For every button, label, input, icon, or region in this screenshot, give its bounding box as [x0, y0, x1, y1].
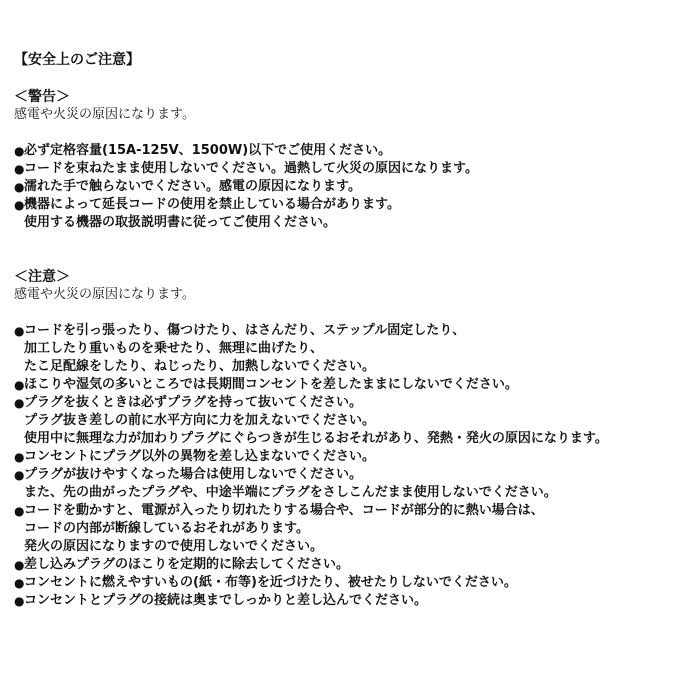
warning-list-item-text: 使用する機器の取扱説明書に従ってご使用ください。: [24, 215, 337, 230]
caution-list-item-text: プラグを抜くときは必ずプラグを持って抜いてください。: [24, 395, 363, 410]
caution-intro: 感電や火災の原因になります。: [14, 287, 195, 302]
caution-list-item: [14, 538, 694, 556]
caution-list-item: [14, 466, 694, 484]
caution-list-item: [14, 484, 694, 502]
warning-intro: 感電や火災の原因になります。: [14, 107, 195, 122]
caution-list-item-text: コンセントとプラグの接続は奥までしっかりと差し込んでください。: [24, 593, 428, 608]
warning-list-item-text: コードを束ねたまま使用しないでください。過熱して火災の原因になります。: [24, 161, 478, 176]
bullet-icon: ●: [14, 396, 25, 410]
caution-list-item: [14, 520, 694, 538]
bullet-icon: ●: [14, 162, 25, 176]
warning-list-item-text: 濡れた手で触らないでください。感電の原因になります。: [24, 179, 361, 194]
warning-list-item-text: 必ず定格容量(15A-125V、1500W)以下でご使用ください。: [24, 143, 392, 158]
caution-list-item-text: コンセントにプラグ以外の異物を差し込まないでください。: [24, 449, 376, 464]
caution-list-item-text: コンセントに燃えやすいもの(紙・布等)を近づけたり、被せたりしないでください。: [24, 575, 517, 590]
warning-list-item: [14, 178, 694, 196]
caution-list-item-text: 使用中に無理な力が加わりプラグにぐらつきが生じるおそれがあり、発熱・発火の原因になります。: [24, 431, 608, 446]
bullet-icon: ●: [14, 468, 25, 482]
caution-list-item: [14, 574, 694, 592]
caution-list-item: [14, 448, 694, 466]
caution-list-item-text: 発火の原因になりますので使用しないでください。: [24, 539, 324, 554]
warning-list-item: [14, 142, 694, 160]
caution-heading: ＜注意＞: [14, 269, 70, 285]
bullet-icon: ●: [14, 180, 25, 194]
bullet-icon: ●: [14, 198, 25, 212]
caution-list-item-text: コードを動かすと、電源が入ったり切れたりする場合や、コードが部分的に熱い場合は、: [24, 503, 544, 518]
caution-list-item: [14, 592, 694, 610]
caution-list-item: [14, 394, 694, 412]
caution-list-item-text: コードを引っ張ったり、傷つけたり、はさんだり、ステップル固定したり、: [24, 323, 466, 338]
caution-list-item: [14, 556, 694, 574]
warning-list-item: [14, 214, 694, 232]
caution-list-item-text: プラグ抜き差しの前に水平方向に力を加えないでください。: [24, 413, 376, 428]
bullet-icon: ●: [14, 378, 25, 392]
bullet-icon: ●: [14, 450, 25, 464]
caution-list-item-text: ほこりや湿気の多いところでは長期間コンセントを差したままにしないでください。: [24, 377, 518, 392]
bullet-icon: ●: [14, 558, 25, 572]
bullet-icon: ●: [14, 504, 25, 518]
caution-list-item-text: 加工したり重いものを乗せたり、無理に曲げたり、: [24, 341, 324, 356]
caution-list-item-text: 差し込みプラグのほこりを定期的に除去してください。: [24, 557, 350, 572]
warning-list-item: [14, 196, 694, 214]
caution-list-item: [14, 376, 694, 394]
caution-list: [14, 322, 694, 610]
caution-list-item-text: たこ足配線をしたり、ねじったり、加熱しないでください。: [24, 359, 376, 374]
caution-list-item: [14, 358, 694, 376]
bullet-icon: ●: [14, 144, 25, 158]
warning-list-item: [14, 160, 694, 178]
caution-list-item: [14, 412, 694, 430]
bullet-icon: ●: [14, 576, 25, 590]
warning-heading: ＜警告＞: [14, 89, 70, 105]
bullet-icon: ●: [14, 324, 25, 338]
safety-notice-document: [14, 50, 694, 610]
caution-list-item-text: また、先の曲がったプラグや、中途半端にプラグをさしこんだまま使用しないでください。: [24, 485, 557, 500]
warning-list: [14, 142, 694, 232]
caution-list-item: [14, 430, 694, 448]
caution-list-item-text: プラグが抜けやすくなった場合は使用しないでください。: [24, 467, 363, 482]
document-title: 【安全上のご注意】: [14, 52, 140, 68]
caution-list-item-text: コードの内部が断線しているおそれがあります。: [24, 521, 309, 536]
warning-list-item-text: 機器によって延長コードの使用を禁止している場合があります。: [24, 197, 400, 212]
bullet-icon: ●: [14, 594, 25, 608]
caution-list-item: [14, 502, 694, 520]
caution-list-item: [14, 322, 694, 340]
caution-list-item: [14, 340, 694, 358]
